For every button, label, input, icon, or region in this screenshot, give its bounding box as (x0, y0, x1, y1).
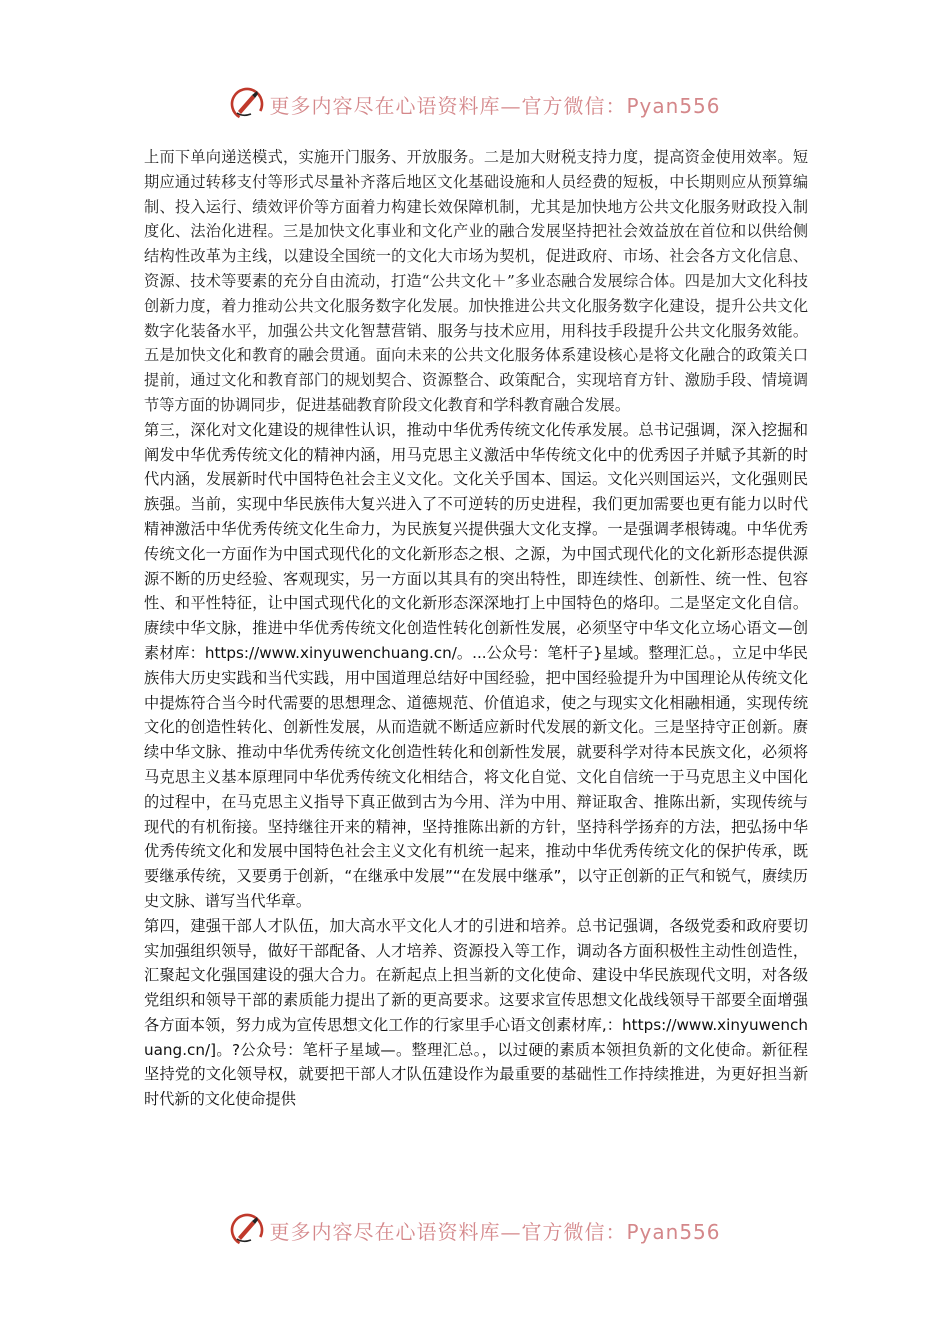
document-body (144, 145, 808, 1112)
brand-logo-icon (229, 86, 265, 122)
footer-banner (0, 1210, 950, 1250)
wechat-id: Pyan556 (626, 93, 721, 118)
brand-logo-icon (229, 1212, 265, 1248)
banner-label: 更多内容尽在心语资料库—官方微信： (269, 93, 627, 118)
paragraph: 第四，建强干部人才队伍，加大高水平文化人才的引进和培养。总书记强调，各级党委和政府要切实加强组织领导，做好干部配备、人才培养、资源投入等工作，调动各方面积极性主动性创造性，汇聚起文化强国建设的强大合力。在新起点上担当新的文化使命、建设中华民族现代文明，对各级党组织和领导干部的素质能力提出了新的更高要求。这要求宣传思想文化战线领导干部要全面增强各方面本领，努力成为宣传思想文化工作的行家里手心语文创素材库,：https://www.xinyuwenchuang.cn/]。?公众号：笔杆子星域—。整理汇总。，以过硬的素质本领担负新的文化使命。新征程坚持党的文化领导权，就要把干部人才队伍建设作为最重要的基础性工作持续推进，为更好担当新时代新的文化使命提供 (144, 916, 808, 1109)
header-banner (0, 84, 950, 124)
wechat-id: Pyan556 (626, 1219, 721, 1244)
paragraph: 第三，深化对文化建设的规律性认识，推动中华优秀传统文化传承发展。总书记强调，深入挖掘和阐发中华优秀传统文化的精神内涵，用马克思主义激活中华传统文化中的优秀因子并赋予其新的时代内涵，发展新时代中国特色社会主义文化。文化关乎国本、国运。文化兴则国运兴，文化强则民族强。当前，实现中华民族伟大复兴进入了不可逆转的历史进程，我们更加需要也更有能力以时代精神激活中华优秀传统文化生命力，为民族复兴提供强大文化支撑。一是强调孝根铸魂。中华优秀传统文化一方面作为中国式现代化的文化新形态之根、之源，为中国式现代化的文化新形态提供源源不断的历史经验、客观现实，另一方面以其具有的突出特性，即连续性、创新性、统一性、包容性、和平性特征，让中国式现代化的文化新形态深深地打上中国特色的烙印。二是坚定文化自信。赓续中华文脉，推进中华优秀传统文化创造性转化创新性发展，必须坚守中华文化立场心语文—创素材库：https://www.xinyuwenchuang.cn/。...公众号：笔杆子}星域。整理汇总。，立足中华民族伟大历史实践和当代实践，用中国道理总结好中国经验，把中国经验提升为中国理论从传统文化中提炼符合当今时代需要的思想理念、道德规范、价值追求，使之与现实文化相融相通，实现传统文化的创造性转化、创新性发展，从而造就不断适应新时代发展的新文化。三是坚持守正创新。赓续中华文脉、推动中华优秀传统文化创造性转化和创新性发展，就要科学对待本民族文化，必须将马克思主义基本原理同中华优秀传统文化相结合，将文化自觉、文化自信统一于马克思主义中国化的过程中，在马克思主义指导下真正做到古为今用、洋为中用、辩证取舍、推陈出新，实现传统与现代的有机衔接。坚持继往开来的精神，坚持推陈出新的方针，坚持科学扬弃的方法，把弘扬中华优秀传统文化和发展中国特色社会主义文化有机统一起来，推动中华优秀传统文化的保护传承，既要继承传统，又要勇于创新，“在继承中发展”“在发展中继承”，以守正创新的正气和锐气，赓续历史文脉、谱写当代华章。 (144, 420, 808, 910)
banner-label: 更多内容尽在心语资料库—官方微信： (269, 1219, 627, 1244)
banner-text (269, 1216, 720, 1245)
paragraph: 上而下单向递送模式，实施开门服务、开放服务。二是加大财税支持力度，提高资金使用效率。短期应通过转移支付等形式尽量补齐落后地区文化基础设施和人员经费的短板，中长期则应从预算编制、投入运行、绩效评价等方面着力构建长效保障机制，尤其是加快地方公共文化服务财政投入制度化、法治化进程。三是加快文化事业和文化产业的融合发展坚持把社会效益放在首位和以供给侧结构性改革为主线，以建设全国统一的文化大市场为契机，促进政府、市场、社会各方文化信息、资源、技术等要素的充分自由流动，打造“公共文化＋”多业态融合发展综合体。四是加大文化科技创新力度，着力推动公共文化服务数字化发展。加快推进公共文化服务数字化建设，提升公共文化数字化装备水平，加强公共文化智慧营销、服务与技术应用，用科技手段提升公共文化服务效能。五是加快文化和教育的融会贯通。面向未来的公共文化服务体系建设核心是将文化融合的政策关口提前，通过文化和教育部门的规划契合、资源整合、政策配合，实现培育方针、激励手段、情境调节等方面的协调同步，促进基础教育阶段文化教育和学科教育融合发展。 (144, 148, 808, 414)
banner-text (269, 90, 720, 119)
